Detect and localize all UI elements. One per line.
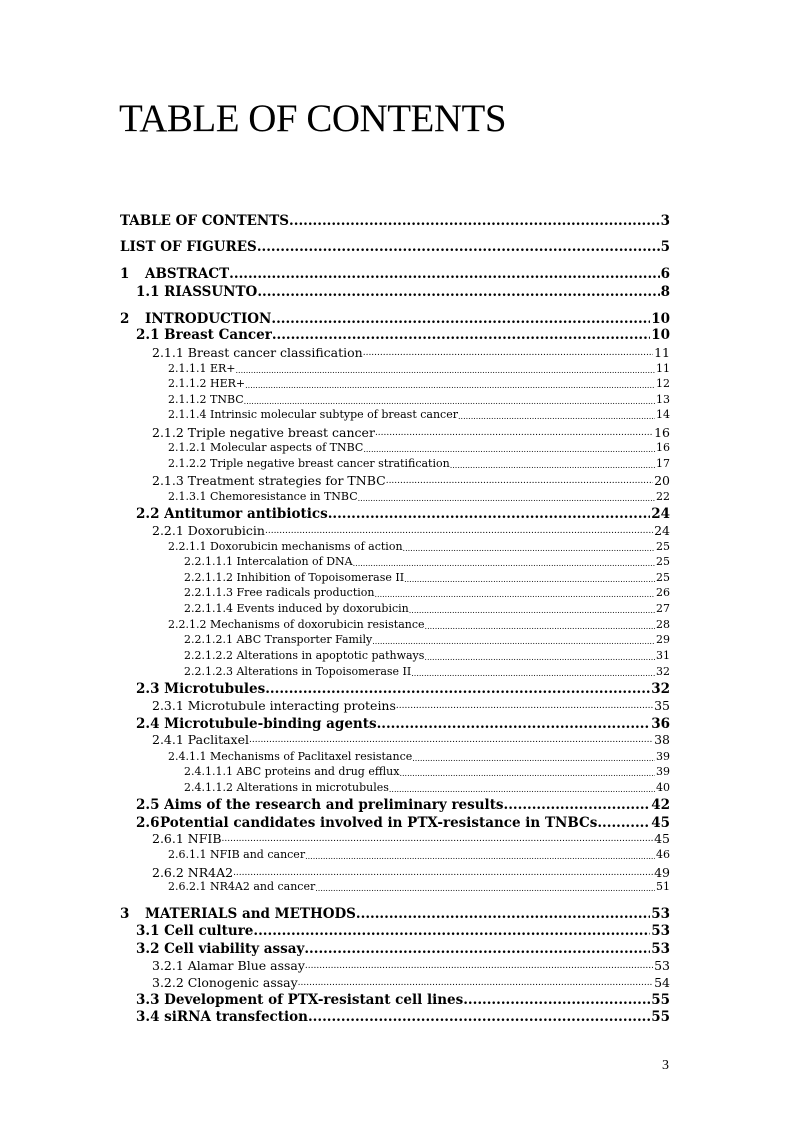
toc-entry-text: 2.4.1.1.1 ABC proteins and drug efflux bbox=[184, 765, 400, 778]
toc-dot-leader bbox=[375, 425, 653, 441]
toc-entry[interactable] bbox=[136, 327, 670, 344]
toc-dot-leader bbox=[377, 716, 651, 733]
toc-entry[interactable] bbox=[152, 975, 670, 991]
toc-entry-text: 2.1.2.1 Molecular aspects of TNBC bbox=[168, 441, 364, 454]
toc-entry-text: MATERIALS and METHODS bbox=[145, 906, 356, 922]
toc-entry-title bbox=[136, 681, 265, 698]
toc-entry-page: 20 bbox=[654, 473, 670, 488]
toc-entry-number: 3 bbox=[120, 906, 130, 922]
toc-entry-title bbox=[120, 311, 271, 328]
toc-entry-title bbox=[136, 327, 272, 344]
toc-entry-title bbox=[152, 425, 375, 441]
toc-entry-text: 3.2.1 Alamar Blue assay bbox=[152, 958, 305, 973]
toc-entry[interactable] bbox=[152, 345, 670, 361]
toc-entry-page: 55 bbox=[651, 992, 670, 1008]
toc-entry-title bbox=[136, 797, 504, 814]
toc-entry-title bbox=[136, 716, 377, 733]
toc-entry-title bbox=[136, 941, 304, 958]
toc-dot-leader bbox=[356, 906, 650, 923]
toc-entry[interactable] bbox=[136, 506, 670, 523]
toc-dot-leader bbox=[265, 523, 653, 539]
toc-entry-number: 2.6 bbox=[136, 815, 160, 831]
toc-entry-text: 2.1.1.4 Intrinsic molecular subtype of breast cancer bbox=[168, 408, 458, 421]
toc-entry-title bbox=[168, 362, 236, 376]
toc-entry[interactable] bbox=[152, 473, 670, 489]
toc-entry-title bbox=[184, 765, 399, 779]
toc-entry[interactable] bbox=[136, 941, 670, 958]
toc-entry[interactable] bbox=[168, 362, 670, 376]
toc-entry[interactable] bbox=[168, 880, 670, 894]
toc-dot-leader bbox=[249, 732, 653, 748]
toc-entry-page: 13 bbox=[656, 393, 670, 406]
toc-entry[interactable] bbox=[120, 266, 670, 283]
toc-entry-title bbox=[184, 665, 411, 679]
toc-entry[interactable] bbox=[120, 239, 670, 256]
toc-entry[interactable] bbox=[152, 865, 670, 881]
toc-entry[interactable] bbox=[136, 1009, 670, 1026]
toc-entry-page: 49 bbox=[654, 865, 670, 880]
toc-entry-page: 26 bbox=[656, 586, 670, 599]
toc-entry[interactable] bbox=[152, 425, 670, 441]
toc-entry-text: 2.1.1.2 HER+ bbox=[168, 377, 246, 390]
toc-entry-title bbox=[152, 698, 396, 714]
toc-entry[interactable] bbox=[120, 311, 670, 328]
toc-entry-title bbox=[136, 284, 257, 301]
toc-entry-text: 3.2.2 Clonogenic assay bbox=[152, 975, 298, 990]
toc-entry-text: 2.2.1.2.2 Alterations in apoptotic pathways bbox=[184, 649, 425, 662]
toc-entry-text: 2.1.1.2 TNBC bbox=[168, 393, 244, 406]
toc-dot-leader bbox=[399, 768, 655, 779]
toc-entry-page: 25 bbox=[656, 571, 670, 584]
toc-dot-leader bbox=[271, 311, 650, 328]
toc-entry[interactable] bbox=[168, 408, 670, 422]
toc-entry-page: 53 bbox=[651, 923, 670, 939]
toc-entry-text: 2.1 Breast Cancer bbox=[136, 327, 272, 343]
toc-entry-page: 25 bbox=[656, 555, 670, 568]
toc-entry-page: 16 bbox=[654, 425, 670, 440]
toc-entry-page: 42 bbox=[651, 797, 670, 813]
toc-entry-title bbox=[168, 540, 403, 554]
toc-entry-text: 2.4.1 Paclitaxel bbox=[152, 732, 249, 747]
toc-entry[interactable] bbox=[168, 618, 670, 632]
toc-entry-text: 2.6.2 NR4A2 bbox=[152, 865, 234, 880]
toc-entry-title bbox=[168, 408, 458, 422]
toc-entry-title bbox=[184, 586, 375, 600]
toc-entry-title bbox=[152, 473, 386, 489]
toc-entry-text: 2.1.3.1 Chemoresistance in TNBC bbox=[168, 490, 358, 503]
toc-entry-text: 2.2 Antitumor antibiotics bbox=[136, 506, 328, 522]
toc-entry-page: 10 bbox=[651, 327, 670, 343]
toc-entry[interactable] bbox=[168, 540, 670, 554]
toc-entry[interactable] bbox=[184, 633, 670, 647]
toc-entry[interactable] bbox=[184, 765, 670, 779]
toc-dot-leader bbox=[305, 958, 653, 974]
toc-entry-title bbox=[184, 571, 404, 585]
toc-entry[interactable] bbox=[184, 555, 670, 569]
toc-entry[interactable] bbox=[184, 602, 670, 616]
toc-entry-page: 45 bbox=[654, 831, 670, 846]
toc-dot-leader bbox=[257, 284, 659, 301]
toc-entry-text: 2.5 Aims of the research and preliminary results bbox=[136, 797, 504, 813]
toc-dot-leader bbox=[265, 681, 650, 698]
toc-entry-text: 2.2.1.1.4 Events induced by doxorubicin bbox=[184, 602, 409, 615]
toc-dot-leader bbox=[289, 213, 660, 230]
toc-entry-title bbox=[184, 633, 372, 647]
toc-dot-leader bbox=[253, 923, 650, 940]
toc-entry[interactable] bbox=[168, 457, 670, 471]
toc-entry-page: 24 bbox=[651, 506, 670, 522]
toc-entry-page: 53 bbox=[654, 958, 670, 973]
toc-entry[interactable] bbox=[184, 781, 670, 795]
toc-entry-page: 6 bbox=[660, 266, 670, 282]
toc-entry-text: 3.4 siRNA transfection bbox=[136, 1009, 308, 1025]
toc-entry-page: 25 bbox=[656, 540, 670, 553]
toc-dot-leader bbox=[458, 411, 655, 422]
toc-entry[interactable] bbox=[184, 649, 670, 663]
toc-entry-title bbox=[136, 1009, 308, 1026]
toc-entry-text: 2.1.1 Breast cancer classification bbox=[152, 345, 363, 360]
toc-entry-title bbox=[136, 815, 597, 832]
toc-dot-leader bbox=[425, 621, 655, 632]
toc-entry-text: Potential candidates involved in PTX-resistance in TNBCs bbox=[160, 815, 598, 831]
toc-entry-title bbox=[152, 975, 298, 991]
toc-entry-title bbox=[120, 239, 257, 256]
toc-dot-leader bbox=[245, 380, 655, 391]
toc-entry[interactable] bbox=[136, 815, 670, 832]
toc-entry-text: 2.1.2.2 Triple negative breast cancer stratification bbox=[168, 457, 450, 470]
toc-entry-text: 2.2.1.1.1 Intercalation of DNA bbox=[184, 555, 353, 568]
toc-entry[interactable] bbox=[168, 750, 670, 764]
toc-entry-title bbox=[120, 266, 229, 283]
toc-dot-leader bbox=[233, 865, 653, 881]
toc-entry-page: 31 bbox=[656, 649, 670, 662]
toc-dot-leader bbox=[358, 493, 655, 504]
toc-dot-leader bbox=[304, 941, 650, 958]
toc-entry-page: 16 bbox=[656, 441, 670, 454]
toc-entry[interactable] bbox=[136, 992, 670, 1009]
toc-entry-page: 54 bbox=[654, 975, 670, 990]
toc-entry[interactable] bbox=[136, 284, 670, 301]
toc-entry-page: 11 bbox=[654, 345, 670, 360]
toc-entry-text: 2.3.1 Microtubule interacting proteins bbox=[152, 698, 396, 713]
toc-entry-page: 39 bbox=[656, 765, 670, 778]
toc-entry[interactable] bbox=[168, 377, 670, 391]
toc-entry-text: 2.2.1 Doxorubicin bbox=[152, 523, 265, 538]
toc-entry-title bbox=[152, 865, 233, 881]
toc-dot-leader bbox=[409, 605, 655, 616]
toc-entry-title bbox=[168, 441, 363, 455]
toc-entry[interactable] bbox=[184, 586, 670, 600]
toc-entry-title bbox=[120, 906, 356, 923]
toc-entry-page: 3 bbox=[660, 213, 670, 229]
toc-entry-text: 1.1 RIASSUNTO bbox=[136, 284, 258, 300]
toc-entry[interactable] bbox=[136, 797, 670, 814]
toc-entry-page: 53 bbox=[651, 941, 670, 957]
toc-entry-title bbox=[184, 602, 409, 616]
toc-entry[interactable] bbox=[168, 848, 670, 862]
toc-entry-title bbox=[168, 377, 245, 391]
toc-entry-page: 10 bbox=[651, 311, 670, 327]
toc-entry-page: 45 bbox=[651, 815, 670, 831]
toc-entry[interactable] bbox=[152, 698, 670, 714]
toc-entry-page: 11 bbox=[656, 362, 670, 375]
toc-entry-text: 3.1 Cell culture bbox=[136, 923, 254, 939]
toc-dot-leader bbox=[257, 239, 660, 256]
toc-entry-page: 8 bbox=[660, 284, 670, 300]
toc-entry-page: 28 bbox=[656, 618, 670, 631]
toc-dot-leader bbox=[386, 473, 653, 489]
toc-entry-title bbox=[152, 345, 363, 361]
toc-entry-page: 55 bbox=[651, 1009, 670, 1025]
toc-entry-number: 2 bbox=[120, 311, 130, 327]
toc-entry-title bbox=[136, 506, 328, 523]
toc-entry[interactable] bbox=[136, 716, 670, 733]
toc-entry-page: 53 bbox=[651, 906, 670, 922]
toc-entry-title bbox=[184, 555, 353, 569]
toc-entry-text: 2.2.1.2.1 ABC Transporter Family bbox=[184, 633, 373, 646]
toc-entry-text: 2.4.1.1.2 Alterations in microtubules bbox=[184, 781, 389, 794]
toc-entry-text: 2.1.1.1 ER+ bbox=[168, 362, 236, 375]
toc-dot-leader bbox=[363, 444, 655, 455]
toc-entry[interactable] bbox=[152, 523, 670, 539]
toc-entry-page: 22 bbox=[656, 490, 670, 503]
toc-entry-text: 2.4.1.1 Mechanisms of Paclitaxel resistance bbox=[168, 750, 413, 763]
toc-entry-page: 36 bbox=[651, 716, 670, 732]
toc-entry-text: 2.2.1.2.3 Alterations in Topoisomerase II bbox=[184, 665, 412, 678]
toc-dot-leader bbox=[375, 589, 656, 600]
toc-dot-leader bbox=[244, 396, 655, 407]
toc-entry-text: TABLE OF CONTENTS bbox=[120, 213, 290, 229]
toc-entry-text: INTRODUCTION bbox=[145, 311, 272, 327]
toc-entry-text: 2.2.1.1.2 Inhibition of Topoisomerase II bbox=[184, 571, 405, 584]
toc-entry-title bbox=[168, 880, 315, 894]
toc-entry-page: 46 bbox=[656, 848, 670, 861]
toc-entry-title bbox=[152, 523, 265, 539]
toc-entry-text: 2.1.3 Treatment strategies for TNBC bbox=[152, 473, 386, 488]
toc-entry-text: 2.2.1.1 Doxorubicin mechanisms of action bbox=[168, 540, 403, 553]
toc-dot-leader bbox=[363, 345, 653, 361]
toc-entry-text: LIST OF FIGURES bbox=[120, 239, 257, 255]
toc-entry-text: 3.3 Development of PTX-resistant cell lines bbox=[136, 992, 464, 1008]
toc-entry[interactable] bbox=[168, 441, 670, 455]
toc-entry-text: 2.6.1.1 NFIB and cancer bbox=[168, 848, 306, 861]
toc-dot-leader bbox=[424, 652, 655, 663]
toc-dot-leader bbox=[236, 365, 655, 376]
toc-dot-leader bbox=[328, 506, 651, 523]
toc-entry-title bbox=[168, 490, 358, 504]
toc-dot-leader bbox=[372, 636, 655, 647]
toc-entry-title bbox=[168, 457, 450, 471]
toc-entry[interactable] bbox=[184, 571, 670, 585]
toc-entry[interactable] bbox=[168, 393, 670, 407]
toc-entry-page: 5 bbox=[660, 239, 670, 255]
toc-dot-leader bbox=[404, 574, 655, 585]
toc-entry-page: 39 bbox=[656, 750, 670, 763]
toc-entry-title bbox=[136, 992, 463, 1009]
toc-entry-text: 2.6.2.1 NR4A2 and cancer bbox=[168, 880, 316, 893]
toc-dot-leader bbox=[298, 975, 653, 991]
toc-entry-text: 2.1.2 Triple negative breast cancer bbox=[152, 425, 375, 440]
toc-dot-leader bbox=[463, 992, 650, 1009]
toc-entry[interactable] bbox=[136, 681, 670, 698]
toc-entry-page: 35 bbox=[654, 698, 670, 713]
toc-dot-leader bbox=[222, 831, 654, 847]
toc-entry-page: 51 bbox=[656, 880, 670, 893]
toc-dot-leader bbox=[450, 460, 655, 471]
toc-dot-leader bbox=[272, 327, 650, 344]
toc-entry-page: 38 bbox=[654, 732, 670, 747]
page-number: 3 bbox=[662, 1058, 669, 1073]
toc-entry-page: 24 bbox=[654, 523, 670, 538]
toc-dot-leader bbox=[353, 558, 655, 569]
toc-dot-leader bbox=[308, 1009, 650, 1026]
toc-entry[interactable] bbox=[152, 831, 670, 847]
toc-entry-title bbox=[120, 213, 289, 230]
toc-entry-text: 2.3 Microtubules bbox=[136, 681, 266, 697]
toc-entry-page: 40 bbox=[656, 781, 670, 794]
page-title: TABLE OF CONTENTS bbox=[119, 97, 507, 140]
toc-dot-leader bbox=[504, 797, 651, 814]
toc-entry-title bbox=[168, 750, 412, 764]
toc-entry-title bbox=[184, 781, 389, 795]
toc-entry-title bbox=[168, 848, 305, 862]
toc-entry-text: 2.4 Microtubule-binding agents bbox=[136, 716, 377, 732]
toc-entry-title bbox=[168, 618, 425, 632]
toc-dot-leader bbox=[389, 784, 655, 795]
toc-entry-page: 12 bbox=[656, 377, 670, 390]
toc-entry-page: 14 bbox=[656, 408, 670, 421]
toc-entry-title bbox=[152, 732, 249, 748]
toc-dot-leader bbox=[411, 668, 655, 679]
toc-entry-text: 2.2.1.2 Mechanisms of doxorubicin resistance bbox=[168, 618, 425, 631]
toc-entry-text: ABSTRACT bbox=[145, 266, 230, 282]
toc-entry-page: 17 bbox=[656, 457, 670, 470]
toc-entry-page: 29 bbox=[656, 633, 670, 646]
toc-dot-leader bbox=[597, 815, 650, 832]
toc-dot-leader bbox=[412, 753, 655, 764]
toc-entry-text: 2.2.1.1.3 Free radicals production bbox=[184, 586, 375, 599]
toc-dot-leader bbox=[315, 883, 655, 894]
toc-entry[interactable] bbox=[152, 958, 670, 974]
toc-entry-title bbox=[152, 831, 222, 847]
toc-entry-page: 32 bbox=[651, 681, 670, 697]
toc-entry-title bbox=[152, 958, 305, 974]
toc-entry-title bbox=[136, 923, 253, 940]
toc-entry[interactable] bbox=[136, 923, 670, 940]
toc-entry-text: 3.2 Cell viability assay bbox=[136, 941, 305, 957]
toc-entry[interactable] bbox=[152, 732, 670, 748]
toc-dot-leader bbox=[305, 851, 655, 862]
toc-entry-number: 1 bbox=[120, 266, 130, 282]
toc-entry-page: 27 bbox=[656, 602, 670, 615]
toc-dot-leader bbox=[229, 266, 659, 283]
toc-entry[interactable] bbox=[120, 213, 670, 230]
toc-entry-page: 32 bbox=[656, 665, 670, 678]
toc-entry-title bbox=[168, 393, 244, 407]
toc-entry-text: 2.6.1 NFIB bbox=[152, 831, 222, 846]
toc-entry-title bbox=[184, 649, 424, 663]
toc-entry[interactable] bbox=[168, 490, 670, 504]
toc-entry[interactable] bbox=[120, 906, 670, 923]
toc-dot-leader bbox=[403, 543, 655, 554]
toc-dot-leader bbox=[396, 698, 653, 714]
toc-entry[interactable] bbox=[184, 665, 670, 679]
